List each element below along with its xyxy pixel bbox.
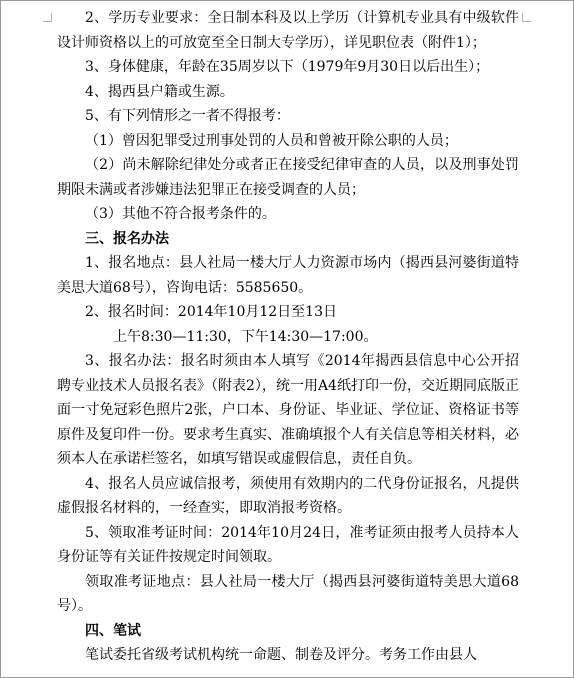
margin-corner-mark xyxy=(522,13,531,22)
heading-registration: 三、报名办法 xyxy=(85,230,169,247)
exclusion-2: （2）尚未解除纪律处分或者正在接受纪律审查的人员，以及刑事处罚期限未满或者涉嫌违法犯罪正在接受调查的人员； xyxy=(57,157,519,198)
written-exam-intro: 笔试委托省级考试机构统一命题、制卷及评分。考务工作由县人 xyxy=(85,647,477,663)
document-body xyxy=(57,6,519,668)
exclusion-1: （1）曾因犯罪受过刑事处罚的人员和曾被开除公职的人员； xyxy=(85,132,458,149)
requirement-residence: 4、揭西县户籍或生源。 xyxy=(85,83,234,100)
registration-location: 1、报名地点：县人社局一楼大厅人力资源市场内（揭西县河婆街道特美思大道68号），咨询电话：5585650。 xyxy=(57,255,519,296)
registration-hours: 上午8:30—11:30，下午14:30—17:00。 xyxy=(113,328,378,345)
requirement-health-age: 3、身体健康，年龄在35周岁以下（1979年9月30日以后出生）； xyxy=(85,59,490,75)
admission-ticket-time: 5、领取准考证时间：2014年10月24日，准考证须由报考人员持本人身份证等有关证件按规定时间领取。 xyxy=(57,524,519,565)
admission-ticket-location: 领取准考证地点：县人社局一楼大厅（揭西县河婆街道特美思大道68号）。 xyxy=(57,573,519,614)
exclusion-3: （3）其他不符合报考条件的。 xyxy=(85,206,276,222)
requirement-education: 2、学历专业要求：全日制本科及以上学历（计算机专业具有中级软件设计师资格以上的可放宽至全日制大专学历），详见职位表（附件1）； xyxy=(57,10,519,51)
heading-written-exam: 四、笔试 xyxy=(85,622,141,639)
registration-procedure: 3、报名办法：报名时须由本人填写《2014年揭西县信息中心公开招聘专业技术人员报名表》（附表2），统一用A4纸打印一份，交近期同底版正面一寸免冠彩色照片2张，户口本、身份证、毕业证、学位证、资格证书等原件及复印件一份。要求考生真实、准确填报个人有关信息等相关材料，必须本人在承诺栏签名，如填写错误或虚假信息，责任自负。 xyxy=(57,353,519,467)
registration-integrity: 4、报名人员应诚信报考，须使用有效期内的二代身份证报名，凡提供虚假报名材料的，一经查实，即取消报考资格。 xyxy=(57,475,519,516)
requirement-exclusions-intro: 5、有下列情形之一者不得报考： xyxy=(85,108,290,124)
margin-corner-mark xyxy=(43,13,52,22)
registration-time: 2、报名时间：2014年10月12日至13日 xyxy=(85,304,337,320)
